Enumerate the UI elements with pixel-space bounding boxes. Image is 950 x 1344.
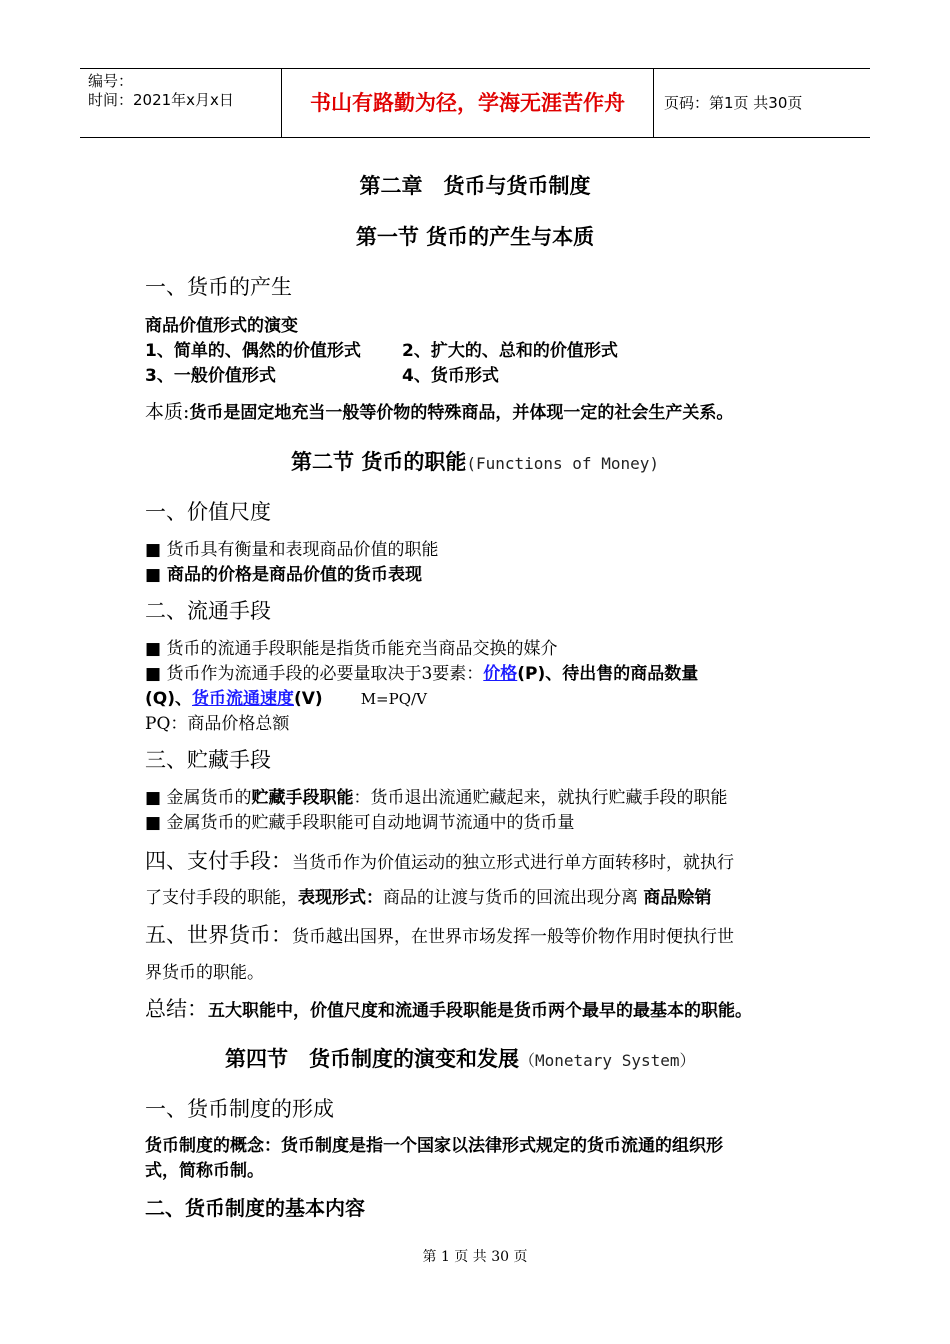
payment-heading: 四、支付手段： xyxy=(145,849,292,873)
section2-title-line xyxy=(0,446,950,476)
payment-text-2: 了支付手段的职能， xyxy=(145,888,298,908)
payment-form-label: 表现形式： xyxy=(298,888,383,908)
circulation-item-2-cont xyxy=(145,684,427,709)
section4-title: 第四节 货币制度的演变和发展 xyxy=(225,1047,519,1071)
monetary-system-content-heading: 二、货币制度的基本内容 xyxy=(145,1196,365,1220)
value-measure-item-2: ■ 商品的价格是商品价值的货币表现 xyxy=(145,565,422,585)
credit-sale-label: 商品赊销 xyxy=(643,888,712,908)
circulation-item-1: ■ 货币的流通手段职能是指货币能充当商品交换的媒介 xyxy=(145,639,558,659)
essence-text: 货币是固定地充当一般等价物的特殊商品，并体现一定的社会生产关系。 xyxy=(189,403,734,423)
v-label: (V) xyxy=(294,689,323,709)
q-label: (Q)、 xyxy=(145,689,192,709)
header-page-label: 页码：第1页 共30页 xyxy=(664,94,803,112)
hoarding-item-1-post: ：货币退出流通贮藏起来，就执行贮藏手段的职能 xyxy=(353,788,728,808)
section4-title-en: （Monetary System） xyxy=(519,1051,696,1070)
summary-label: 总结： xyxy=(145,997,208,1021)
summary-line xyxy=(145,993,752,1023)
money-formula: M=PQ/V xyxy=(360,690,427,708)
section2-title-en: (Functions of Money) xyxy=(466,454,659,473)
price-link[interactable]: 价格 xyxy=(483,664,518,684)
hoarding-item-2: ■ 金属货币的贮藏手段职能可自动地调节流通中的货币量 xyxy=(145,813,575,833)
value-form-subtitle: 商品价值形式的演变 xyxy=(145,316,298,336)
section1-title: 第一节 货币的产生与本质 xyxy=(355,225,595,249)
payment-text-3: 商品的让渡与货币的回流出现分离 xyxy=(383,888,644,908)
value-measure-item-1: ■ 货币具有衡量和表现商品价值的职能 xyxy=(145,540,439,560)
pq-definition: PQ：商品价格总额 xyxy=(145,714,290,734)
circulation-item-2 xyxy=(145,659,698,684)
time-label: 时间：2021年x月x日 xyxy=(88,91,234,109)
section4-title-line xyxy=(225,1043,696,1073)
world-money-line-1 xyxy=(145,919,734,949)
section2-title: 第二节 货币的职能 xyxy=(291,450,467,474)
hoarding-heading: 三、贮藏手段 xyxy=(145,748,271,772)
payment-line-1 xyxy=(145,845,734,875)
monetary-system-definition-2: 式，简称币制。 xyxy=(145,1161,264,1181)
value-form-4: 4、货币形式 xyxy=(402,366,499,386)
section1-heading: 一、货币的产生 xyxy=(145,275,292,299)
circulation-item-2-pre: ■ 货币作为流通手段的必要量取决于3要素： xyxy=(145,664,484,684)
payment-line-2 xyxy=(145,883,711,908)
page-footer: 第 1 页 共 30 页 xyxy=(422,1249,528,1265)
payment-text-1: 当货币作为价值运动的独立形式进行单方面转移时，就执行 xyxy=(292,853,734,873)
header-motto: 书山有路勤为径，学海无涯苦作舟 xyxy=(281,69,654,137)
hoarding-item-1-bold: 贮藏手段职能 xyxy=(251,788,354,808)
value-measure-heading: 一、价值尺度 xyxy=(145,500,271,524)
world-money-line-2: 界货币的职能。 xyxy=(145,963,264,983)
summary-text: 五大职能中，价值尺度和流通手段职能是货币两个最早的最基本的职能。 xyxy=(208,1001,752,1021)
value-form-2: 2、扩大的、总和的价值形式 xyxy=(402,341,618,361)
velocity-link[interactable]: 货币流通速度 xyxy=(192,689,294,709)
value-form-1: 1、简单的、偶然的价值形式 xyxy=(145,341,361,361)
circulation-heading: 二、流通手段 xyxy=(145,599,271,623)
monetary-system-formation-heading: 一、货币制度的形成 xyxy=(145,1097,334,1121)
essence-line xyxy=(145,397,733,424)
value-form-3: 3、一般价值形式 xyxy=(145,366,276,386)
monetary-system-definition-1: 货币制度的概念：货币制度是指一个国家以法律形式规定的货币流通的组织形 xyxy=(145,1136,723,1156)
hoarding-item-1 xyxy=(145,783,727,808)
essence-label: 本质: xyxy=(145,401,190,423)
chapter-title: 第二章 货币与货币制度 xyxy=(359,174,591,198)
world-money-heading: 五、世界货币： xyxy=(145,923,292,947)
document-header xyxy=(80,68,870,138)
hoarding-item-1-pre: ■ 金属货币的 xyxy=(145,788,252,808)
number-label: 编号： xyxy=(88,72,134,90)
world-money-text-1: 货币越出国界，在世界市场发挥一般等价物作用时便执行世 xyxy=(292,927,734,947)
header-meta xyxy=(80,69,281,137)
circulation-item-2-mid: (P)、待出售的商品数量 xyxy=(517,664,699,684)
